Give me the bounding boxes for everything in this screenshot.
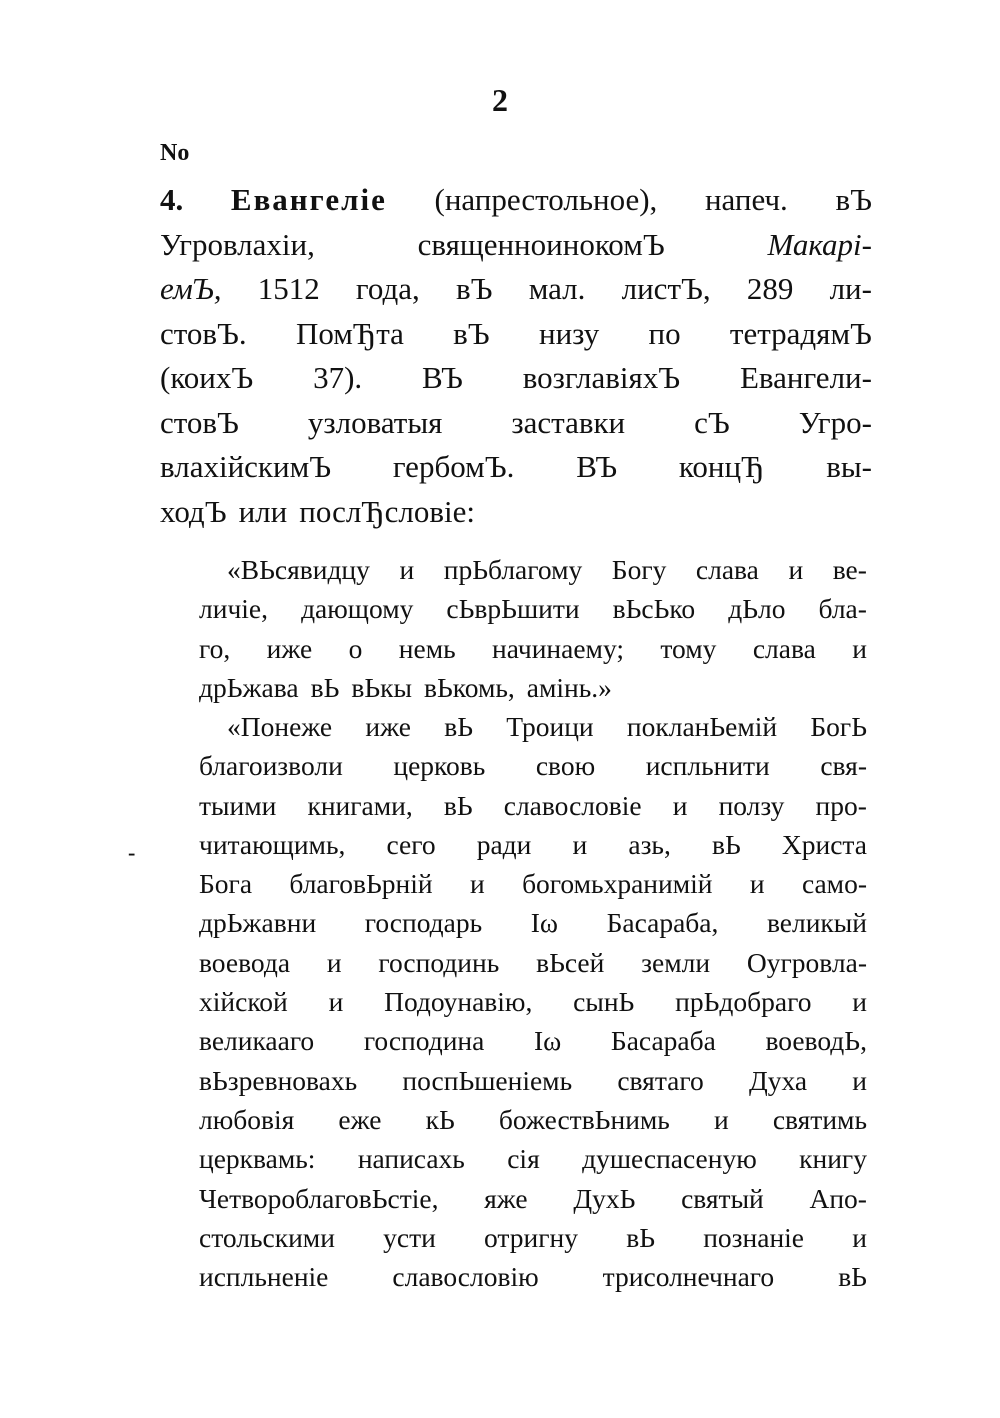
word: мал. [528, 271, 586, 306]
word: вы- [826, 449, 872, 484]
text-line [160, 178, 872, 223]
word: дрЬжавни [199, 907, 317, 939]
word: вЬсей [536, 946, 605, 978]
word: святимь [772, 1103, 867, 1135]
word: славословіе [503, 789, 642, 821]
word: воевода [199, 946, 291, 978]
word: ЧетвороблаговЬстіе, [199, 1182, 439, 1214]
word: вЬзревновахь [199, 1064, 358, 1096]
text-line [199, 629, 867, 668]
word: ве- [832, 554, 867, 585]
word: 1512 [257, 271, 320, 306]
text-line [199, 982, 867, 1021]
word: про- [815, 789, 867, 821]
word: любовія [199, 1103, 295, 1135]
word: Евангеліе [230, 182, 387, 217]
word: 289 [746, 271, 794, 306]
word: богомьхранимій [522, 868, 713, 900]
text-line [160, 445, 872, 490]
word: Оугровла- [746, 946, 867, 978]
word: воеводЬ, [765, 1025, 867, 1057]
word: божествЬнимь [498, 1103, 670, 1135]
word: вЬ [444, 711, 473, 742]
word: ли- [829, 271, 872, 306]
word: усти [383, 1221, 436, 1253]
word: отригну [484, 1221, 578, 1253]
word: низу [538, 315, 600, 351]
word: кЬ [425, 1103, 455, 1135]
text-line [160, 356, 872, 401]
word: послЂсловіе: [299, 493, 476, 529]
word: гербомЪ. [392, 449, 515, 484]
text-line [199, 1179, 867, 1218]
word: Угро- [798, 404, 872, 440]
word: покланЬемій [626, 711, 778, 742]
word: ВЪ [576, 449, 618, 484]
word: благоизволи [199, 750, 343, 782]
word: вЬ [711, 828, 741, 860]
word: Апо- [809, 1182, 867, 1214]
word: вЪ [453, 315, 490, 351]
word: года, [355, 271, 420, 306]
word: и [713, 1103, 729, 1135]
text-line [199, 746, 867, 785]
word: вЬсЬко [612, 593, 696, 625]
word: книгами, [307, 789, 413, 821]
text-line [160, 401, 872, 446]
word: испльненіе [199, 1261, 329, 1293]
word: иже [365, 711, 411, 742]
word: прЬдобраго [675, 986, 812, 1018]
word: испльнити [645, 750, 770, 782]
word: и [749, 868, 765, 900]
word: дЬло [728, 593, 786, 625]
word: стольскими [199, 1221, 335, 1253]
word: великый [766, 907, 867, 939]
word: стовЪ. [160, 315, 247, 351]
word: еже [338, 1103, 382, 1135]
text-line [199, 668, 867, 707]
word: тыими [199, 789, 277, 821]
word: 37). [313, 360, 363, 395]
word: познаніе [703, 1221, 805, 1253]
word: и [469, 868, 485, 900]
text-line [160, 312, 872, 357]
word: 4. [160, 182, 184, 217]
word: Христа [781, 828, 867, 860]
text-line [199, 707, 867, 746]
word: Троици [506, 711, 594, 742]
colophon-quote-2 [199, 707, 867, 1296]
word: и [788, 554, 804, 585]
word: и [852, 1064, 867, 1096]
colophon-quote-1 [199, 550, 867, 707]
word: святаго [617, 1064, 704, 1096]
word: ползу [718, 789, 785, 821]
word: вЬ [838, 1261, 867, 1293]
word: Угровлахіи, [160, 226, 315, 262]
word: славословію [392, 1261, 539, 1293]
word: сЪ [694, 404, 730, 440]
text-line [199, 589, 867, 628]
text-line [199, 825, 867, 864]
word: возглавіяхЪ [522, 360, 681, 395]
word: о [348, 632, 363, 664]
word: господинь [378, 946, 500, 978]
catalog-entry [160, 178, 872, 534]
word: сЬврЬшити [446, 593, 580, 625]
word: дающому [301, 593, 414, 625]
word: Духа [748, 1064, 808, 1096]
word: листЪ, [621, 271, 711, 306]
word: Макарі- [767, 226, 872, 262]
word: по [648, 315, 681, 351]
word: господина [363, 1025, 485, 1057]
text-line [199, 1139, 867, 1178]
word: (напрестольное), [434, 182, 658, 217]
word: поспЬшеніемь [402, 1064, 573, 1096]
word: го, [199, 632, 231, 664]
word: трисолнечнаго [602, 1261, 775, 1293]
word: и [852, 986, 867, 1018]
word: написахь [357, 1143, 465, 1175]
word: слава [752, 632, 816, 664]
word: и [572, 828, 588, 860]
word: церковь [393, 750, 486, 782]
word: ВЪ [422, 360, 463, 395]
word: само- [801, 868, 867, 900]
word: вЬкы [351, 671, 412, 703]
word: и [852, 632, 867, 664]
word: и [399, 554, 415, 585]
word: узловатыя [307, 404, 443, 440]
word: Іω [534, 1025, 562, 1057]
text-line [160, 490, 872, 535]
word: великааго [199, 1025, 315, 1057]
word: БогЬ [810, 711, 867, 742]
text-line [199, 864, 867, 903]
word: азь, [628, 828, 671, 860]
word: дрЬжава [199, 671, 299, 703]
text-line [160, 267, 872, 312]
word: читающимь, [199, 828, 346, 860]
word: свою [535, 750, 596, 782]
number-column-label: No [160, 140, 190, 166]
word: сынЬ [573, 986, 635, 1018]
word: ходЪ [160, 493, 227, 529]
word: концЂ [678, 449, 765, 484]
word: бла- [818, 593, 867, 625]
word: немь [398, 632, 456, 664]
word: Бога [199, 868, 253, 900]
page-number: 2 [492, 82, 508, 118]
word: земли [641, 946, 711, 978]
text-line [199, 943, 867, 982]
word: емЪ, [160, 271, 222, 306]
text-line [199, 1021, 867, 1060]
word: Подоунавію, [384, 986, 533, 1018]
word: ради [476, 828, 532, 860]
word: Евангели- [739, 360, 872, 395]
margin-mark: - [128, 840, 136, 865]
word: амінь.» [526, 671, 612, 703]
word: святый [681, 1182, 764, 1214]
word: иже [266, 632, 313, 664]
word: начинаему; [492, 632, 624, 664]
word: вЬ [626, 1221, 655, 1253]
word: прЬблагому [443, 554, 583, 585]
word: влахійскимЪ [160, 449, 332, 484]
word: стовЪ [160, 404, 239, 440]
text-line [199, 903, 867, 942]
word: церквамь: [199, 1143, 316, 1175]
word: сія [507, 1143, 540, 1175]
word: Басараба [610, 1025, 716, 1057]
text-line [160, 223, 872, 268]
word: «ВЬсявидцу [227, 554, 370, 585]
word: вЪ [835, 182, 872, 217]
word: священноинокомЪ [417, 226, 665, 262]
word: личіе, [199, 593, 268, 625]
word: книгу [799, 1143, 867, 1175]
text-line [199, 550, 867, 589]
text-line [199, 1061, 867, 1100]
word: вЪ [455, 271, 493, 306]
word: или [238, 493, 288, 529]
word: и [672, 789, 688, 821]
word: хійской [199, 986, 288, 1018]
word: «Понеже [227, 711, 333, 742]
text-line [199, 1100, 867, 1139]
word: тому [660, 632, 717, 664]
word: и [852, 1221, 867, 1253]
word: свя- [820, 750, 867, 782]
word: напеч. [704, 182, 788, 217]
word: Іω [530, 907, 558, 939]
text-line [199, 1218, 867, 1257]
text-line [199, 786, 867, 825]
word: тетрадямЪ [729, 315, 872, 351]
word: и [328, 986, 344, 1018]
word: душеспасеную [582, 1143, 757, 1175]
word: вЬ [443, 789, 473, 821]
word: Басараба, [606, 907, 719, 939]
word: господарь [364, 907, 483, 939]
text-line [199, 1257, 867, 1296]
word: яже [484, 1182, 528, 1214]
word: вЬ [310, 671, 340, 703]
word: сего [386, 828, 436, 860]
word: (коихЪ [160, 360, 254, 395]
word: заставки [511, 404, 626, 440]
word: Богу [611, 554, 667, 585]
word: ПомЂта [295, 315, 404, 351]
word: ДухЬ [573, 1182, 636, 1214]
word: вЬкомь, [423, 671, 515, 703]
word: слава [695, 554, 759, 585]
word: благовЬрній [289, 868, 433, 900]
word: и [326, 946, 342, 978]
